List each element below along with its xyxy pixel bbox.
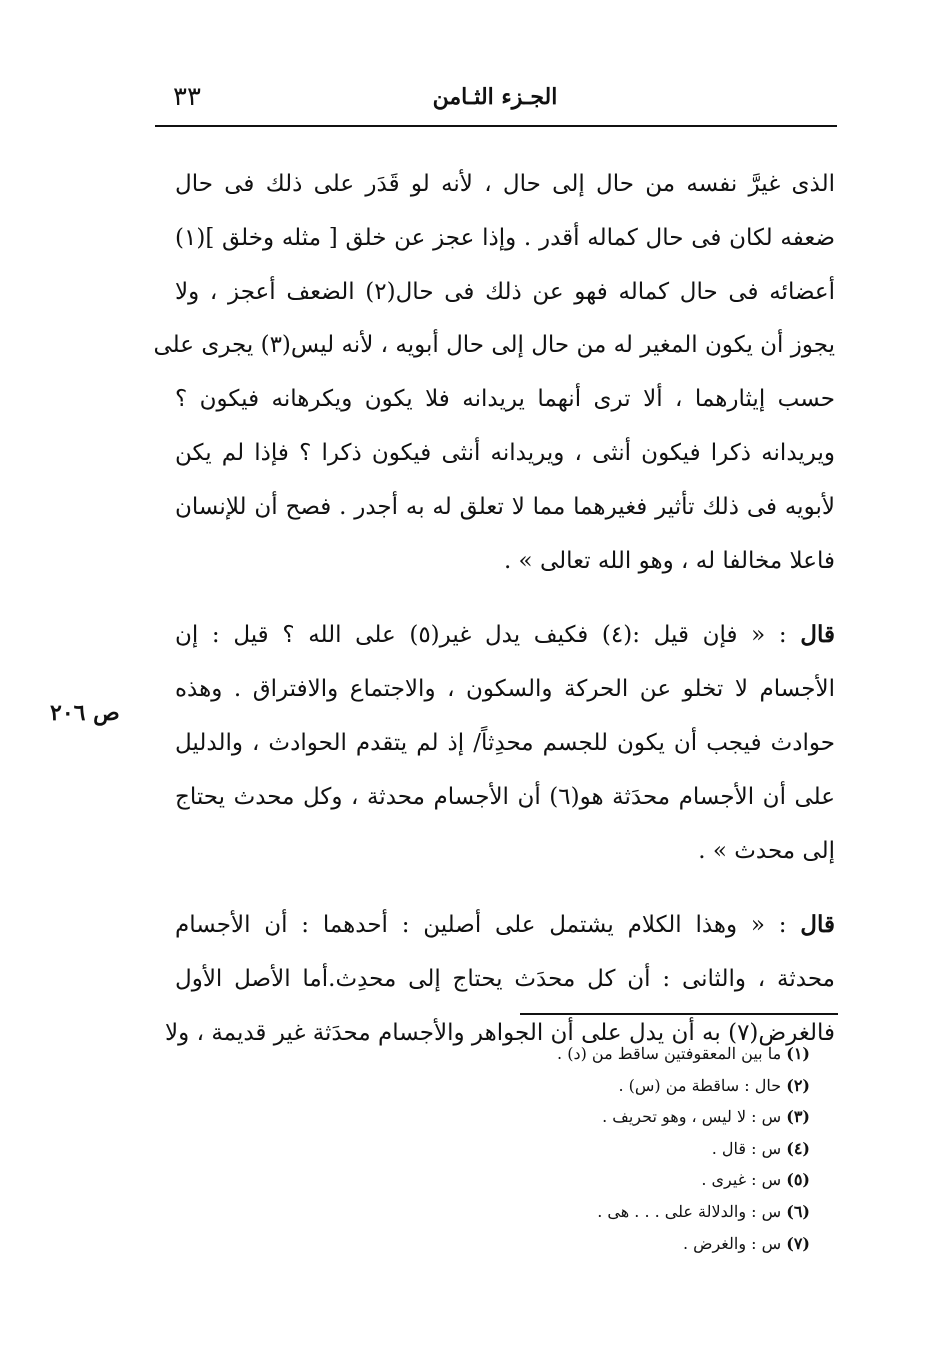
- page-header: [155, 82, 835, 118]
- main-text: [153, 158, 836, 1061]
- footnote: [420, 1101, 810, 1133]
- text-line-first: [175, 898, 835, 953]
- paragraph-2: [175, 608, 835, 878]
- text-line: ضعفه لكان فى حال كماله أقدر . وإذا عجز عن خلق [ مثله وخلق ](١): [175, 224, 835, 251]
- text-line-rest: : « وهذا الكلام يشتمل على أصلين : أحدهما : أن الأجسام: [175, 912, 801, 939]
- text-line: الذى غيرَّ نفسه من حال إلى حال ، لأنه لو قَدَر على ذلك فى حال: [175, 171, 835, 197]
- text-line: أعضائه فى حال كماله فهو عن ذلك فى حال(٢) الضعف أعجز ، ولا: [175, 278, 836, 305]
- footnote-text: ما بين المعقوفتين ساقط من (د) .: [557, 1044, 787, 1063]
- footnotes: [420, 1038, 810, 1259]
- text-line: إلى محدث » .: [698, 837, 835, 864]
- paragraph-lead: قال: [800, 621, 835, 649]
- text-line: الأجسام لا تخلو عن الحركة والسكون ، والاجتماع والافتراق . وهذه: [175, 676, 835, 703]
- footnote-text: س : لا ليس ، وهو تحريف .: [602, 1107, 787, 1127]
- footnote-number: (٤): [786, 1138, 810, 1158]
- text-line-rest: : « فإن قيل :(٤) فكيف يدل غير(٥) على الله ؟ قيل : إن: [175, 622, 801, 649]
- footnote-text: س : والغرض .: [682, 1233, 787, 1253]
- footnote-number: (٦): [786, 1201, 810, 1221]
- margin-page-reference: ص ٢٠٦: [50, 700, 120, 726]
- text-line: فاعلا مخالفا له ، وهو الله تعالى » .: [503, 547, 835, 574]
- footnote: [420, 1133, 810, 1165]
- running-title: الجـزء الثـامن: [432, 84, 558, 110]
- footnote-number: (٣): [786, 1107, 810, 1127]
- text-line: فالغرض(٧) به أن يدل على أن الجواهر والأجسام محدَثة غير قديمة ، ولا: [165, 1019, 835, 1046]
- header-rule: [155, 125, 837, 127]
- paragraph-3: [165, 898, 835, 1060]
- text-line: محدثة ، والثانى : أن كل محدَث يحتاج إلى محدِث.أما الأصل الأول: [175, 966, 835, 993]
- paragraph-1: [153, 158, 836, 588]
- footnote: [420, 1228, 810, 1260]
- footnote-text: س : قال .: [711, 1138, 787, 1158]
- footnote-number: (١): [786, 1044, 810, 1063]
- footnote-number: (٢): [786, 1075, 810, 1095]
- footnote-text: س : والدلالة على . . . هى .: [597, 1201, 787, 1221]
- text-line: لأبويه فى ذلك تأثير فغيرهما مما لا تعلق له به أجدر . فصح أن للإنسان: [175, 493, 835, 520]
- footnote-text: س : غيرى .: [701, 1170, 787, 1190]
- text-line: حوادث فيجب أن يكون للجسم محدِثاً/ إذ لم يتقدم الحوادث ، والدليل: [175, 729, 835, 756]
- text-line-first: [175, 608, 835, 663]
- footnote: [420, 1196, 810, 1228]
- footnote-rule: [520, 1013, 838, 1015]
- text-line: على أن الأجسام محدَثة هو(٦) أن الأجسام محدثة ، وكل محدث يحتاج: [175, 783, 836, 810]
- paragraph-lead: قال: [800, 911, 835, 939]
- text-line: حسب إيثارهما ، ألا ترى أنهما يريدانه فلا يكون ويكرهانه فيكون ؟: [175, 386, 835, 413]
- text-line: ويريدانه ذكرا فيكون أنثى ، ويريدانه أنثى فيكون ذكرا ؟ فإذا لم يكن: [175, 439, 835, 466]
- footnote-text: حال : ساقطة من (س) .: [618, 1075, 787, 1095]
- footnote-number: (٧): [786, 1233, 810, 1253]
- text-line: يجوز أن يكون المغير له من حال إلى حال أبويه ، لأنه ليس(٣) يجرى على: [153, 332, 835, 359]
- footnote: [420, 1164, 810, 1196]
- footnote: [420, 1038, 810, 1070]
- page-number: ٣٣: [173, 82, 201, 112]
- footnote-number: (٥): [786, 1170, 810, 1190]
- footnote: [420, 1070, 810, 1102]
